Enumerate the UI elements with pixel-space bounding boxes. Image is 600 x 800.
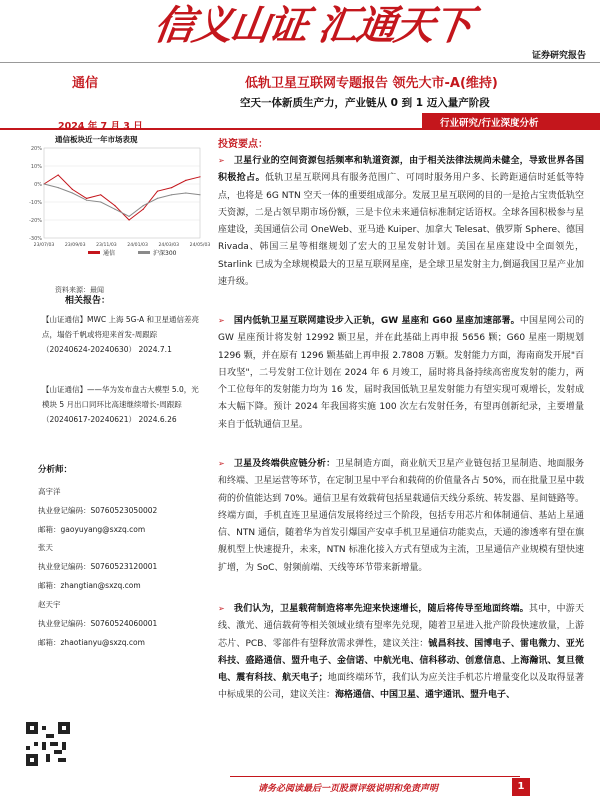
chart-y-tick: -30% [29, 236, 42, 242]
analyst-name-1: 高宇洋 [38, 487, 61, 496]
chart-point [100, 194, 101, 195]
chart-y-tick: 20% [30, 146, 42, 152]
legend-label: 通信 [103, 250, 116, 257]
chart-title: 通信板块近一年市场表现 [55, 135, 138, 144]
chart-point [114, 205, 115, 206]
highlight-paragraph-2 [218, 312, 584, 434]
chart-point [58, 174, 59, 175]
bullet-arrow-icon: ➢ [218, 156, 225, 165]
analyst-reg-2: 执业登记编码：S0760523120001 [38, 562, 158, 571]
analysts-heading: 分析师： [38, 465, 73, 475]
brand-text: 信义山证 汇通天下 [151, 2, 474, 49]
chart-y-tick: -20% [29, 218, 42, 224]
chart-series-沪深300 [44, 184, 200, 216]
related-report-1[interactable]: 【山证通信】MWC 上海 5G-A 和卫星通信差亮点，塌俗千帆或将迎来首发-周跟踪（20240624-20240630） 2024.7.1 [42, 315, 200, 354]
chart-point [58, 187, 59, 188]
highlight-1-lead: 卫星行业的空间资源包括频率和轨道资源，由于相关法律法规尚未健全，导致世界各国积极抢占。 [218, 156, 584, 184]
page-header [0, 0, 600, 72]
sector-label: 通信 [72, 76, 99, 91]
highlight-2-lead: 国内低轨卫星互联网建设步入正轨，GW 星座和 G60 星座加速部署。 [233, 316, 520, 326]
legend-swatch [88, 251, 100, 254]
chart-point [86, 198, 87, 199]
chart-x-tick: 23/11/03 [96, 243, 117, 248]
chart-point [143, 205, 144, 206]
chart-x-tick: 23/07/03 [33, 243, 55, 248]
highlight-paragraph-1 [218, 152, 584, 291]
chart-legend [88, 249, 177, 257]
chart-point [114, 209, 115, 210]
chart-point [171, 194, 172, 195]
page-footer [0, 774, 600, 800]
highlight-4-lead: 我们认为，卫星载荷制造将率先迎来快速增长，随后将传导至地面终端。 [233, 604, 529, 614]
chart-source: 资料来源：最闻 [55, 286, 104, 294]
chart-point [128, 216, 129, 217]
chart-point [171, 187, 172, 188]
chart-point [86, 200, 87, 201]
bullet-arrow-icon: ➢ [218, 459, 225, 468]
chart-point [143, 209, 144, 210]
chart-x-tick: 23/09/03 [64, 243, 86, 248]
chart-point [128, 219, 129, 220]
chart-point [199, 176, 200, 177]
analyst-reg-1: 执业登记编码：S0760523050002 [38, 506, 158, 515]
market-performance-chart [28, 142, 211, 272]
chart-point [157, 191, 158, 192]
header-divider [0, 62, 600, 63]
highlight-paragraph-3 [218, 455, 584, 577]
bullet-arrow-icon: ➢ [218, 316, 225, 325]
legend-swatch [138, 251, 150, 254]
chart-x-tick: 24/03/03 [158, 243, 180, 248]
highlight-4-stocks-2: 海格通信、中国卫星、通宇通讯、盟升电子、 [335, 690, 516, 701]
chart-point [185, 192, 186, 193]
category-badge: 行业研究/行业深度分析 [422, 113, 600, 130]
page-number: 1 [512, 778, 530, 796]
chart-y-tick: 10% [30, 164, 42, 170]
analyst-name-3: 赵天宇 [38, 600, 61, 609]
chart-y-tick: 0% [34, 182, 42, 188]
legend-label: 沪深300 [153, 250, 177, 257]
highlight-4-text: 其中，中游天线、激光、通信载荷等相关领域业绩有望率先兑现，随着卫星进入批产阶段快速放量，上游芯片、PCB、零部件有望释放需求弹性，建议关注： [218, 604, 584, 649]
investment-highlights-heading: 投资要点： [218, 139, 268, 150]
report-date: 2024 年 7 月 3 日 [58, 121, 143, 132]
chart-frame [44, 148, 200, 238]
chart-point [72, 189, 73, 190]
disclaimer-notice[interactable]: 请务必阅读最后一页股票评级说明和免责声明 [258, 784, 439, 794]
report-subtitle: 空天一体新质生产力，产业链从 0 到 1 迈入量产阶段 [240, 97, 490, 109]
highlight-3-lead: 卫星及终端供应链分析： [233, 459, 336, 469]
highlight-paragraph-4 [218, 600, 584, 705]
report-title: 低轨卫星互联网专题报告 领先大市-A(维持) [245, 76, 498, 91]
chart-point [157, 198, 158, 199]
chart-point [199, 194, 200, 195]
chart-point [100, 201, 101, 202]
analyst-email-1[interactable]: 邮箱：gaoyuyang@sxzq.com [38, 525, 146, 534]
highlight-3-text: 卫星制造方面，商业航天卫星产业链包括卫星制造、地面服务和终端、卫星运营等环节，在定制卫星中平台和载荷的价值量各占 50%，而在批量卫星中载荷的价值能达到 70%。通信卫星有效载荷包括星载通信天线分系统、转发器、星间链路等。终端方面，手机直连卫星通信发展将经过三个阶段，包括专用芯片和体制通信、基站上星通信、NTN 通信，随着华为首发引爆国产安卓手机卫星通信功能卖点，天通的渗透率有望在旗舰机型上快速提升，未来，NTN 标准化接入方式有望成为主流，卫星通信产业规模有望快速扩增，为 SoC、射频前端、天线等环节带来新增量。 [218, 459, 584, 573]
chart-x-tick: 24/05/03 [189, 243, 211, 248]
related-reports-heading: 相关报告： [65, 296, 111, 306]
highlight-4-stocks: 铖昌科技、国博电子、雷电微力、亚光科技、盛路通信、盟升电子、金信诺、中航光电、信科移动、创意信息、上海瀚讯、复旦微电、震有科技、航天电子； [218, 638, 584, 684]
qr-code-icon [26, 722, 70, 766]
highlight-2-text: 中国星网公司的 GW 星座预计将发射 12992 颗卫星，并在此基础上再申报 5656 颗；G60 星座一期规划 1296 颗，并在原有 1296 颗基础上再申报 2.7808 万颗。发射能力方面，海南商发开展"百日攻坚"，二号发射工位计划在 2024 年 6 月竣工，届时将具备持续高密度发射的能力，两个工位每年的发射能力均为 16 发，届时我国低轨卫星发射能力有望实现可观增长，发射成本大幅下降。预计 2024 年我国将实施 100 次左右发射任务，有望再创新纪录，主要增量来自于低轨通信卫星。 [218, 316, 584, 430]
highlight-4-tail: 地面终端环节，我们认为应关注手机芯片增量变化以及取得显著中标成果的公司，建议关注： [218, 673, 584, 701]
chart-point [72, 192, 73, 193]
analyst-email-3[interactable]: 邮箱：zhaotianyu@sxzq.com [38, 638, 145, 647]
chart-x-ticks [34, 242, 211, 248]
chart-point [43, 183, 44, 184]
brand-logo [151, 0, 474, 51]
chart-x-tick: 24/01/03 [127, 243, 148, 248]
analyst-name-2: 张天 [38, 543, 53, 552]
highlight-1-text: 低轨卫星互联网具有服务范围广、可同时服务用户多、长跨距通信时延低等特点，也将是 6G NTN 空天一体的重要组成部分。发展卫星互联网的目的一是抢占宝贵低轨空天资源，二是占领早期市场份额，三是卡位未来通信标准制定话语权。全球各国积极参与星座建设，美国通信公司 OneWeb、亚马逊 Kuiper、加拿大 Telesat、俄罗斯 Sphere、德国 Rivada、韩国三星等相继规划了宏大的卫星发射计划。美国在星座建设中全面领先，Starlink 已成为全球规模最大的卫星互联网星座，是全球卫星发射主力,倒逼我国卫星产业加速升级。 [218, 173, 584, 288]
related-report-2[interactable]: 【山证通信】——华为发布盘古大模型 5.0，光模块 5 月出口同环比高速继续增长-周跟踪（20240617-20240621） 2024.6.26 [42, 385, 199, 424]
chart-series [43, 174, 200, 220]
chart-y-tick: -10% [29, 200, 42, 206]
footer-rule [230, 776, 520, 777]
chart-point [185, 180, 186, 181]
analyst-reg-3: 执业登记编码：S0760524060001 [38, 619, 158, 628]
report-type-tag: 证券研究报告 [531, 51, 586, 61]
analyst-email-2[interactable]: 邮箱：zhangtian@sxzq.com [38, 581, 141, 590]
bullet-arrow-icon: ➢ [218, 604, 225, 613]
